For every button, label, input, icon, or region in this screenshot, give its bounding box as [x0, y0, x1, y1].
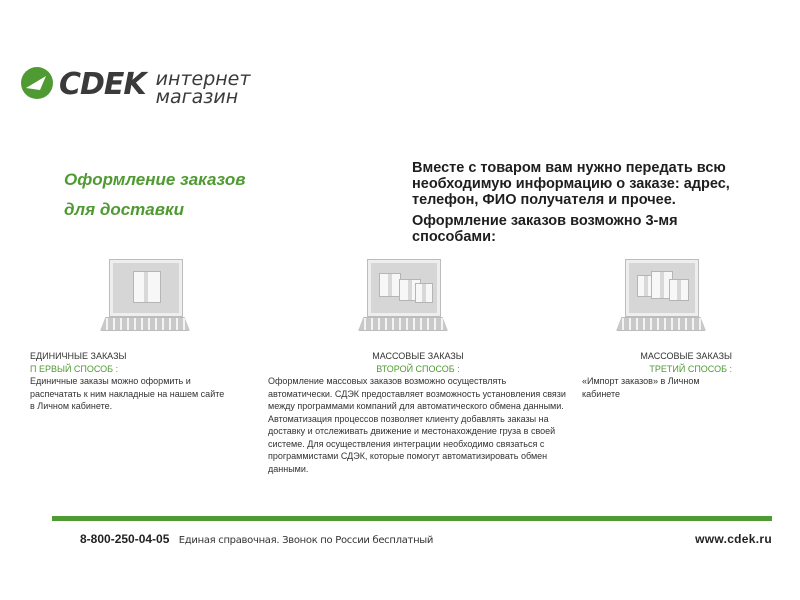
cdek-logo-icon	[20, 66, 54, 100]
intro-text	[412, 160, 752, 245]
method-subheading: ВТОРОЙ СПОСОБ :	[376, 363, 460, 374]
method-description: «Импорт заказов» в Личном кабинете	[582, 376, 700, 399]
method-description: Оформление массовых заказов возможно осуществлять автоматически. СДЭК предоставляет возможность установления связи между программами компаний для автоматического обмена данными. Автоматизация процессов позволяет клиенту добавлять заказы на доставку и отслеживать движение и местонахождение груза в своей системе. Для осуществления интеграции необходимо связаться с программистами СДЭК, которые помогут автоматизировать обмен данными.	[268, 376, 566, 474]
laptop-multiple-boxes-icon	[616, 260, 702, 334]
method-description: Единичные заказы можно оформить и распечатать к ним накладные на нашем сайте в Личном кабинете.	[30, 376, 225, 411]
logo-subtitle-line1: интернет	[155, 68, 251, 90]
laptop-multiple-boxes-icon	[358, 260, 444, 334]
footer-phone-block	[52, 525, 433, 546]
method-heading: МАССОВЫЕ ЗАКАЗЫ	[372, 351, 464, 361]
method-subheading: ТРЕТИЙ СПОСОБ :	[649, 363, 732, 374]
laptop-single-box-icon	[100, 260, 186, 334]
method-subheading: П ЕРВЫЙ СПОСОБ :	[30, 363, 119, 374]
footer-phone: 8-800-250-04-05	[80, 532, 170, 546]
page-title-line2: для доставки	[64, 200, 185, 219]
logo-wordmark: CDEK	[59, 67, 146, 102]
method-mass-orders-import	[582, 350, 732, 400]
footer-bar	[52, 516, 772, 550]
brand-logo	[20, 66, 250, 106]
intro-paragraph-1: Вместе с товаром вам нужно передать всю необходимую информацию о заказе: адрес, телефон, ФИО получателя и прочее.	[412, 160, 730, 208]
page-title	[64, 165, 246, 225]
method-heading: ЕДИНИЧНЫЕ ЗАКАЗЫ	[30, 351, 127, 361]
method-heading: МАССОВЫЕ ЗАКАЗЫ	[640, 351, 732, 361]
footer-website: www.cdek.ru	[695, 532, 772, 546]
intro-paragraph-2: Оформление заказов возможно 3-мя способами:	[412, 213, 678, 245]
page-title-line1: Оформление заказов	[64, 170, 246, 189]
logo-subtitle	[156, 70, 251, 106]
footer-phone-note: Единая справочная. Звонок по России бесплатный	[178, 535, 434, 546]
logo-subtitle-line2: магазин	[155, 86, 239, 108]
method-mass-orders-integration	[268, 350, 568, 475]
method-single-orders	[30, 350, 230, 413]
